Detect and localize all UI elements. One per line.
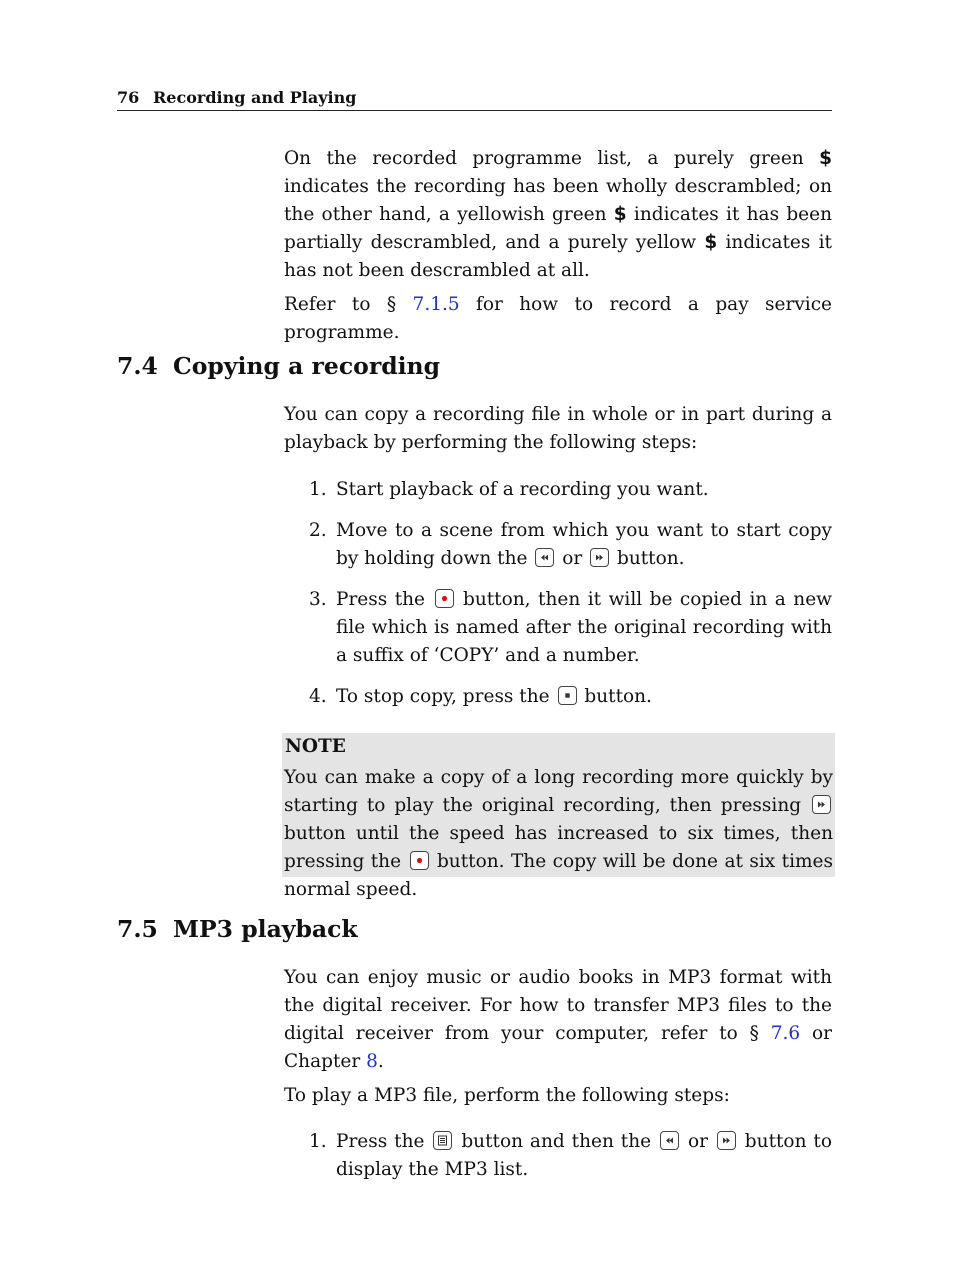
- section-7-5-steps-intro: To play a MP3 file, perform the following steps:: [284, 1085, 730, 1106]
- mp3-steps-list: [284, 1128, 832, 1184]
- section-heading-7-4: 7.4 Copying a recording: [117, 352, 441, 380]
- list-item: 1. Press the button and then the or button to display the MP3 list.: [309, 1131, 832, 1180]
- page-number: 76: [117, 88, 140, 107]
- chapter-title: Recording and Playing: [153, 88, 357, 107]
- list-icon: [433, 1131, 452, 1150]
- record-icon: [410, 851, 429, 870]
- section-7-4-body: [284, 401, 832, 724]
- intro-block: [284, 145, 832, 347]
- rewind-icon: [660, 1131, 679, 1150]
- fast-forward-icon: [812, 795, 831, 814]
- fast-forward-icon: [590, 548, 609, 567]
- note-text: You can make a copy of a long recording more quickly by starting to play the original recording, then pressing button until the speed has increased to six times, then pressing the button. The copy will be done at six times normal speed.: [284, 767, 833, 900]
- running-header: [117, 86, 832, 111]
- intro-paragraph-refer: Refer to § 7.1.5 for how to record a pay service programme.: [284, 294, 833, 343]
- list-item: 3. Press the button, then it will be copied in a new file which is named after the original recording with a suffix of ‘COPY’ and a number.: [309, 589, 832, 666]
- intro-paragraph-dollar: On the recorded programme list, a purely green $ indicates the recording has been wholly descrambled; on the other hand, a yellowish green $ indicates it has been partially descrambled, and a purely yellow $ indicates it has not been descrambled at all.: [284, 148, 832, 281]
- copy-steps-list: [284, 476, 832, 711]
- section-heading-7-5: 7.5 MP3 playback: [117, 915, 358, 943]
- dollar-symbol: $: [613, 204, 627, 225]
- fast-forward-icon: [717, 1131, 736, 1150]
- note-label: NOTE: [285, 736, 346, 757]
- link-section-7-1-5[interactable]: 7.1.5: [412, 294, 460, 315]
- link-section-7-6[interactable]: 7.6: [770, 1023, 801, 1044]
- rewind-icon: [535, 548, 554, 567]
- stop-icon: [558, 686, 577, 705]
- list-item: 4. To stop copy, press the button.: [309, 686, 652, 707]
- list-item: 2. Move to a scene from which you want to start copy by holding down the or button.: [309, 520, 832, 569]
- section-7-5-intro: You can enjoy music or audio books in MP3 format with the digital receiver. For how to transfer MP3 files to the digital receiver from your computer, refer to § 7.6 or Chapter 8.: [284, 967, 832, 1072]
- list-item: 1. Start playback of a recording you want.: [309, 479, 709, 500]
- section-7-5-body: [284, 964, 832, 1197]
- section-7-4-intro: You can copy a recording file in whole or in part during a playback by performing the following steps:: [284, 404, 832, 453]
- link-chapter-8[interactable]: 8: [366, 1051, 378, 1072]
- note-box: [282, 733, 835, 900]
- record-icon: [435, 589, 454, 608]
- dollar-symbol: $: [819, 148, 832, 169]
- dollar-symbol: $: [704, 232, 718, 253]
